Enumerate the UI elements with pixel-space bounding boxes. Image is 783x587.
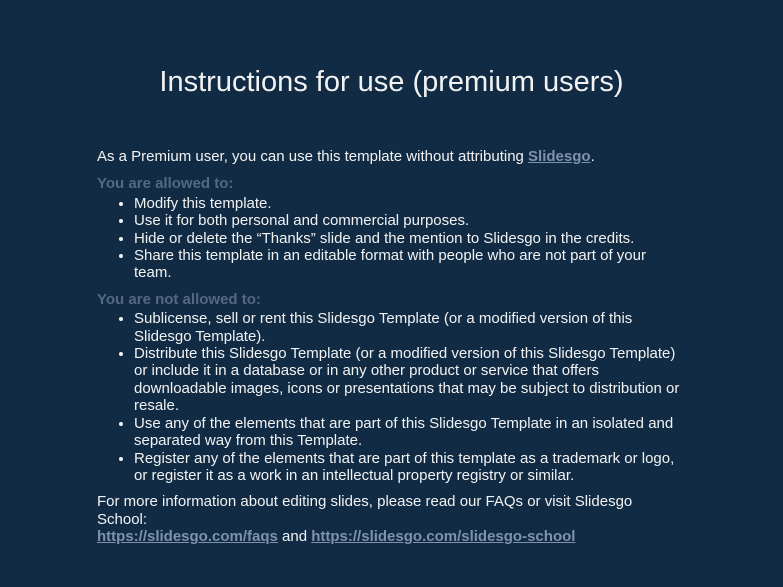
not-allowed-item: • Register any of the elements that are part of this template as a trademark or logo, or register it as a work in an intellectual property registry or similar. [134, 450, 685, 485]
allowed-item: • Hide or delete the “Thanks” slide and the mention to Slidesgo in the credits. [134, 230, 685, 247]
slidesgo-link[interactable]: Slidesgo [528, 148, 591, 165]
footer-text: For more information about editing slides, please read our FAQs or visit Slidesgo School: [97, 493, 633, 528]
slidesgo-school-link[interactable]: https://slidesgo.com/slidesgo-school [311, 528, 576, 546]
slide-title: Instructions for use (premium users) [159, 66, 624, 98]
allowed-item: • Modify this template. [134, 195, 685, 212]
not-allowed-item: • Distribute this Slidesgo Template (or a modified version of this Slidesgo Template) or include it in a database or in any other product or service that offers downloadable images, icons or presentations that may be subject to distribution or resale. [134, 345, 685, 415]
not-allowed-item: • Use any of the elements that are part of this Slidesgo Template in an isolated and separated way from this Template. [134, 415, 685, 450]
intro-text-pre: As a Premium user, you can use this template without attributing [97, 148, 529, 165]
faqs-link[interactable]: https://slidesgo.com/faqs [97, 528, 278, 546]
intro-text-post: . [590, 148, 595, 165]
intro-paragraph [97, 148, 685, 165]
footer-separator: and [277, 528, 312, 546]
footer-note [97, 493, 685, 545]
allowed-heading: You are allowed to: [97, 175, 234, 193]
allowed-item: • Share this template in an editable format with people who are not part of your team. [134, 247, 685, 282]
slide-body [97, 148, 685, 546]
not-allowed-heading: You are not allowed to: [97, 290, 261, 308]
not-allowed-list [97, 310, 685, 484]
not-allowed-item: • Sublicense, sell or rent this Slidesgo Template (or a modified version of this Slidesgo Template). [134, 310, 685, 345]
allowed-item: • Use it for both personal and commercial purposes. [134, 212, 685, 229]
allowed-list [97, 195, 685, 282]
